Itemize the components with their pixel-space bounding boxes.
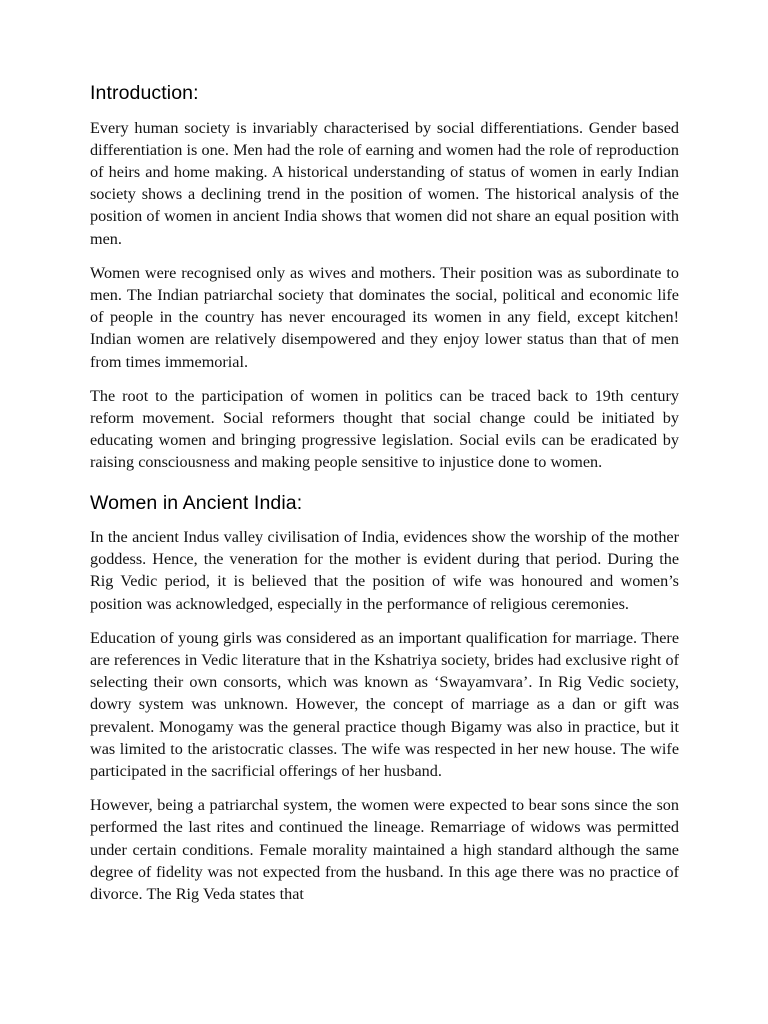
paragraph: Every human society is invariably characterised by social differentiations. Gender based differentiation is one. Men had the role of earning and women had the role of reproduction of heirs and home making. A historical understanding of status of women in early Indian society shows a declining trend in the position of women. The historical analysis of the position of women in ancient India shows that women did not share an equal position with men. [90,118,679,248]
paragraph: The root to the participation of women in politics can be traced back to 19th century reform movement. Social reformers thought that social change could be initiated by educating women and bringing progressive legislation. Social evils can be eradicated by raising consciousness and making people sensitive to injustice done to women. [90,386,679,472]
section-introduction [90,84,679,474]
heading-introduction: Introduction: [90,82,199,104]
paragraph: However, being a patriarchal system, the women were expected to bear sons since the son performed the last rites and continued the lineage. Remarriage of widows was permitted under certain conditions. Female morality maintained a high standard although the same degree of fidelity was not expected from the husband. In this age there was no practice of divorce. The Rig Veda states that [90,796,679,904]
paragraph: Education of young girls was considered as an important qualification for marriage. There are references in Vedic literature that in the Kshatriya society, brides had exclusive right of selecting their own consorts, which was known as ‘Swayamvara’. In Rig Vedic society, dowry system was unknown. However, the concept of marriage as a dan or gift was prevalent. Monogamy was the general practice though Bigamy was also in practice, but it was limited to the aristocratic classes. The wife was respected in her new house. The wife participated in the sacrificial offerings of her husband. [90,628,679,781]
paragraph: Women were recognised only as wives and mothers. Their position was as subordinate to men. The Indian patriarchal society that dominates the social, political and economic life of people in the country has never encouraged its women in any field, except kitchen! Indian women are relatively disempowered and they enjoy lower status than that of men from times immemorial. [90,263,679,371]
heading-women-in-ancient-india: Women in Ancient India: [90,491,303,514]
document-body [90,84,679,905]
section-women-in-ancient-india [90,491,679,906]
paragraph: In the ancient Indus valley civilisation of India, evidences show the worship of the mother goddess. Hence, the veneration for the mother is evident during that period. During the Rig Vedic period, it is believed that the position of wife was honoured and women’s position was acknowledged, especially in the performance of religious ceremonies. [90,528,679,613]
